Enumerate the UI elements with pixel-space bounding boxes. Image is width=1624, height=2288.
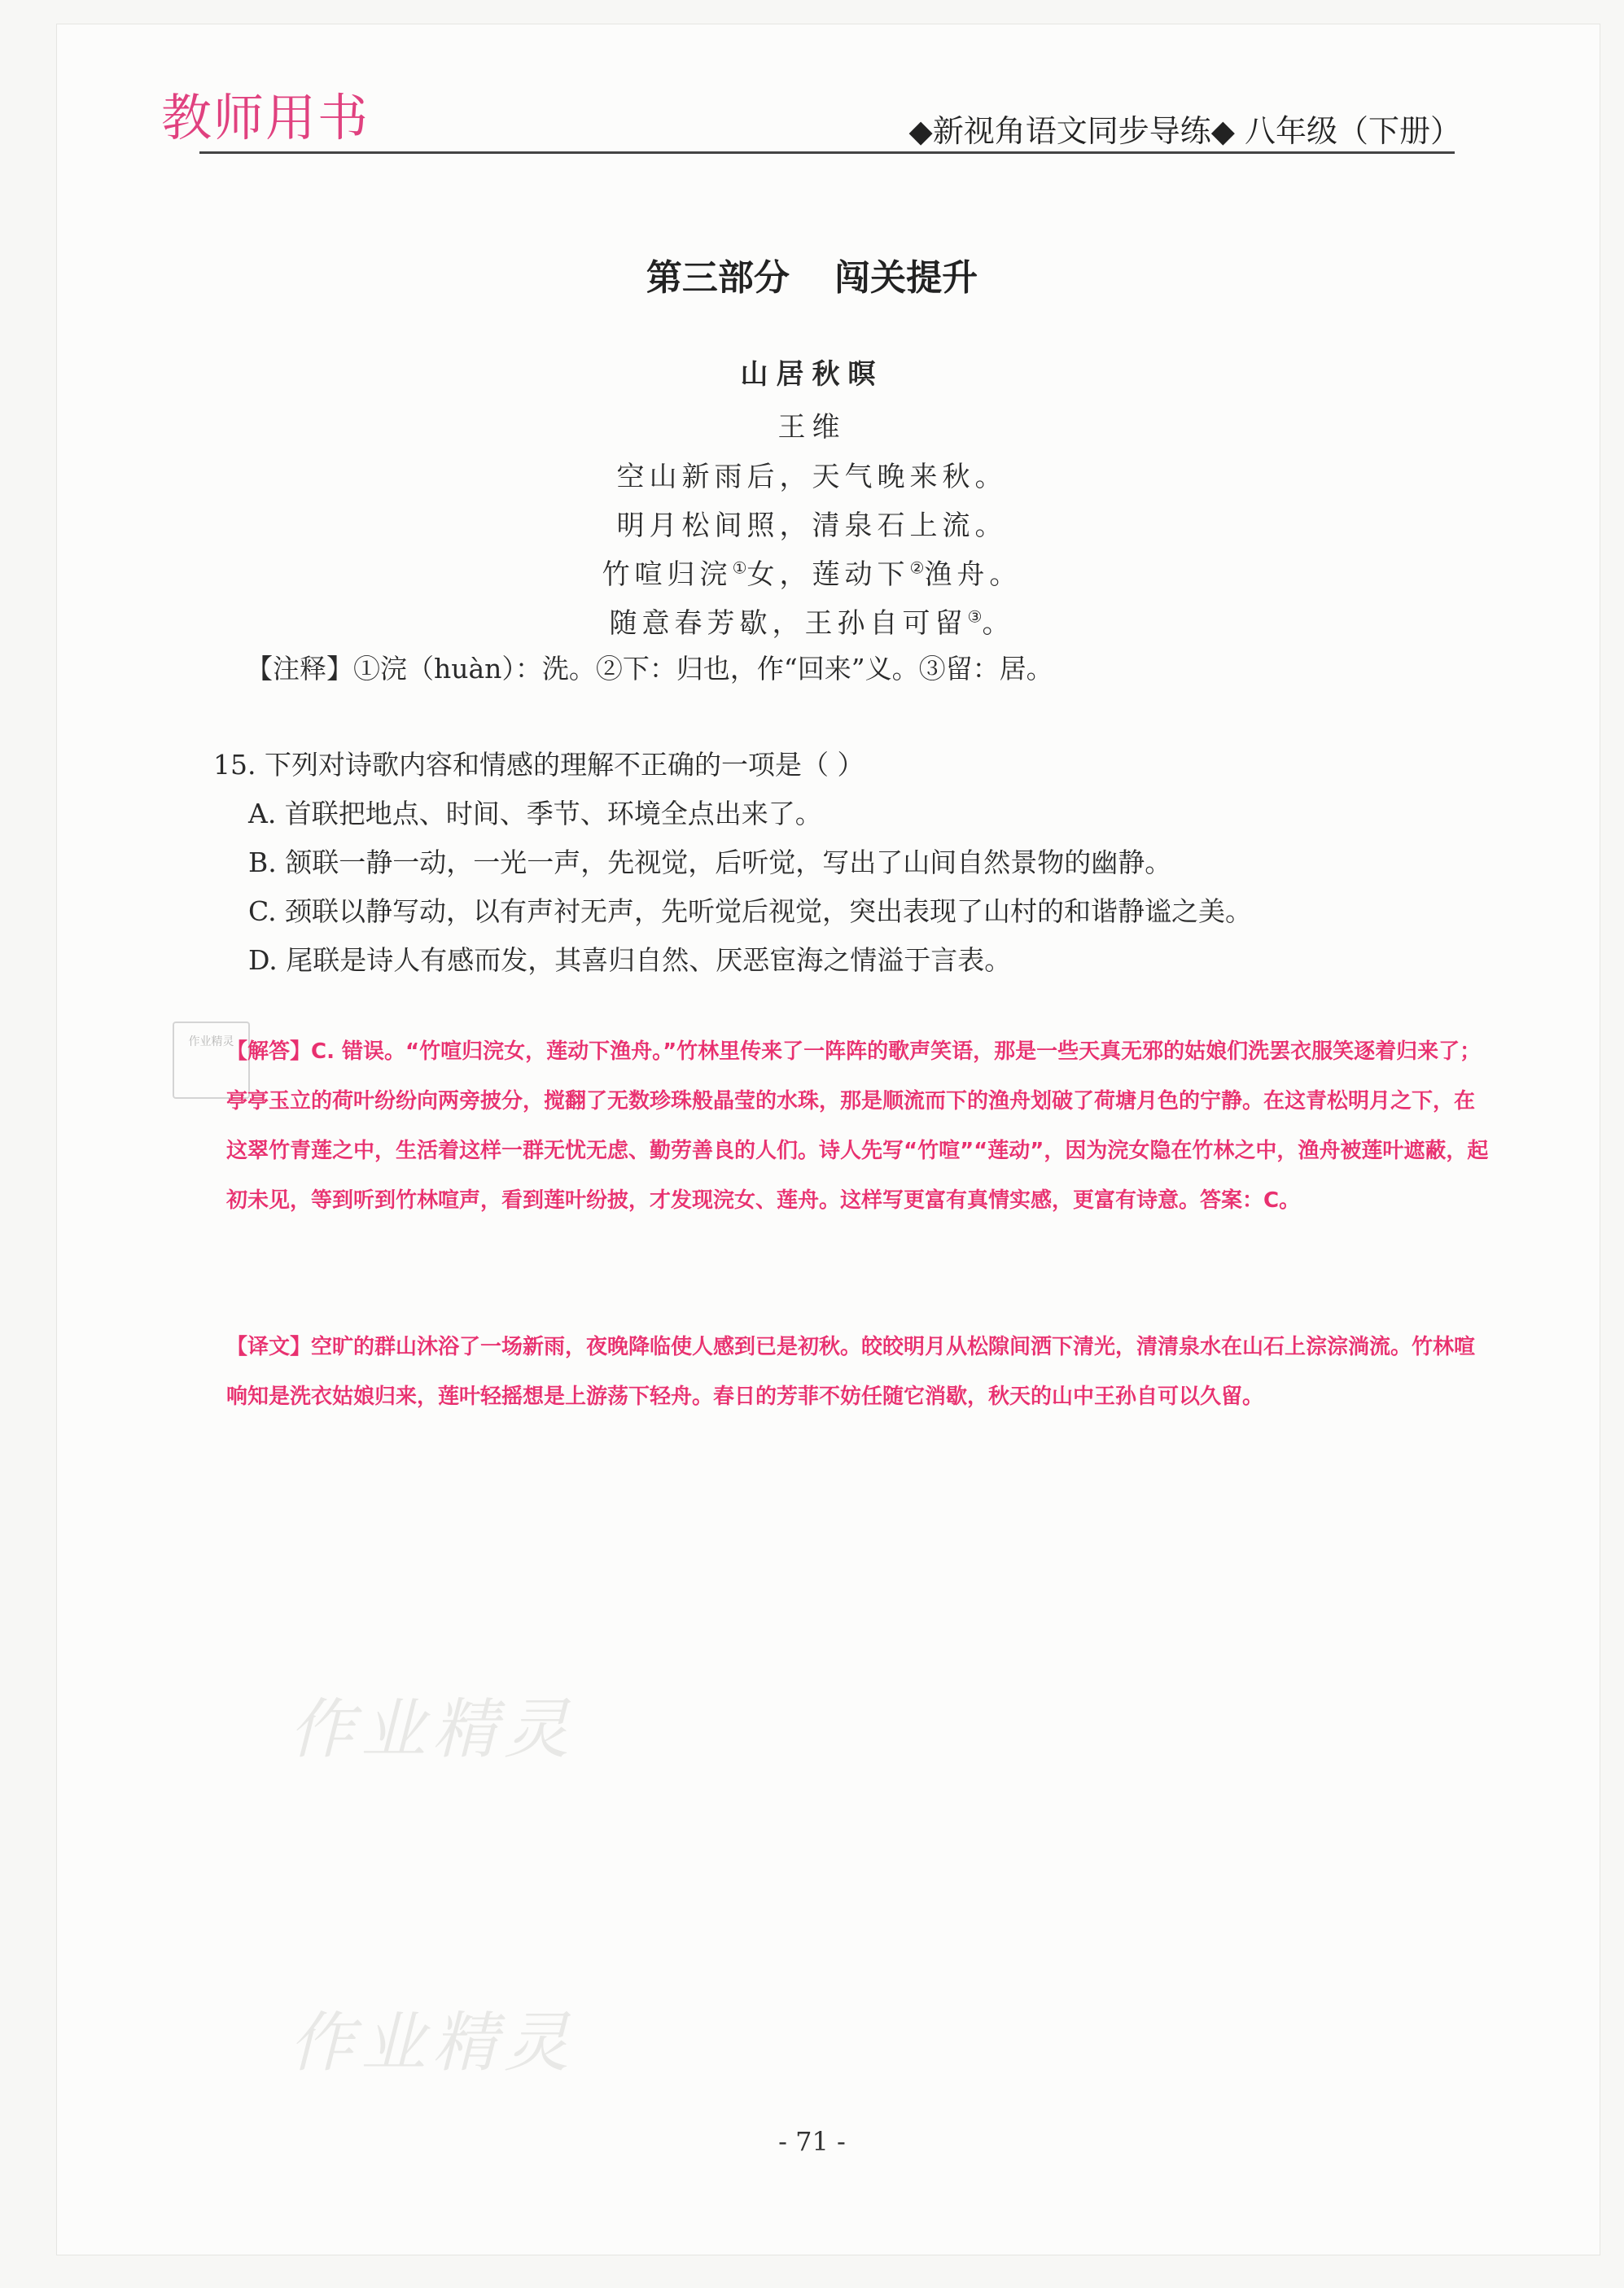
poem-line: 随意春芳歇，王孙自可留③。: [609, 606, 1015, 640]
stamp-logo: 作业精灵: [173, 1022, 250, 1099]
header-title: 教师用书: [161, 88, 370, 147]
header-divider: [199, 151, 1455, 154]
poem-line: 明月松间照，清泉石上流。: [616, 510, 1008, 542]
poem-author: 王维: [777, 411, 847, 444]
page-number: - 71 -: [778, 2126, 846, 2157]
option-d: D. 尾联是诗人有感而发，其喜归自然、厌恶宦海之情溢于言表。: [248, 944, 1012, 976]
option-a: A. 首联把地点、时间、季节、环境全点出来了。: [248, 798, 822, 829]
question-stem: 15. 下列对诗歌内容和情感的理解不正确的一项是（ ）: [213, 749, 865, 781]
poem-line: 竹喧归浣①女，莲动下②渔舟。: [602, 558, 1022, 591]
answer-analysis: 【解答】C. 错误。“竹喧归浣女，莲动下渔舟。”竹林里传来了一阵阵的歌声笑语，那是一些天真无邪的姑娘们洗罢衣服笑逐着归来了；亭亭玉立的荷叶纷纷向两旁披分，搅翻了无数珍珠般晶莹的水珠，那是顺流而下的渔舟划破了荷塘月色的宁静。在这青松明月之下，在这翠竹青莲之中，生活着这样一群无忧无虑、勤劳善良的人们。诗人先写“竹喧”“莲动”，因为浣女隐在竹林之中，渔舟被莲叶遮蔽，起初未见，等到听到竹林喧声，看到莲叶纷披，才发现浣女、莲舟。这样写更富有真情实感，更富有诗意。答案：C。: [226, 1039, 1489, 1213]
section-title: 第三部分 闯关提升: [646, 257, 978, 299]
watermark: 作业精灵: [289, 2005, 576, 2080]
option-b: B. 颔联一静一动，一光一声，先视觉，后听觉，写出了山间自然景物的幽静。: [248, 847, 1172, 878]
poem-title: 山居秋暝: [740, 358, 884, 391]
header-series-title: ◆新视角语文同步导练◆ 八年级（下册）: [908, 113, 1461, 149]
answer-translation: 【译文】空旷的群山沐浴了一场新雨，夜晚降临使人感到已是初秋。皎皎明月从松隙间洒下清光，清清泉水在山石上淙淙淌流。竹林喧响知是洗衣姑娘归来，莲叶轻摇想是上游荡下轻舟。春日的芳菲不妨任随它消歇，秋天的山中王孙自可以久留。: [226, 1335, 1476, 1409]
option-c: C. 颈联以静写动，以有声衬无声，先听觉后视觉，突出表现了山村的和谐静谧之美。: [248, 895, 1253, 927]
watermark: 作业精灵: [289, 1691, 576, 1767]
poem-line: 空山新雨后，天气晚来秋。: [616, 461, 1008, 493]
poem-annotation: 【注释】①浣（huàn）：洗。②下：归也，作“回来”义。③留：居。: [246, 653, 1053, 685]
